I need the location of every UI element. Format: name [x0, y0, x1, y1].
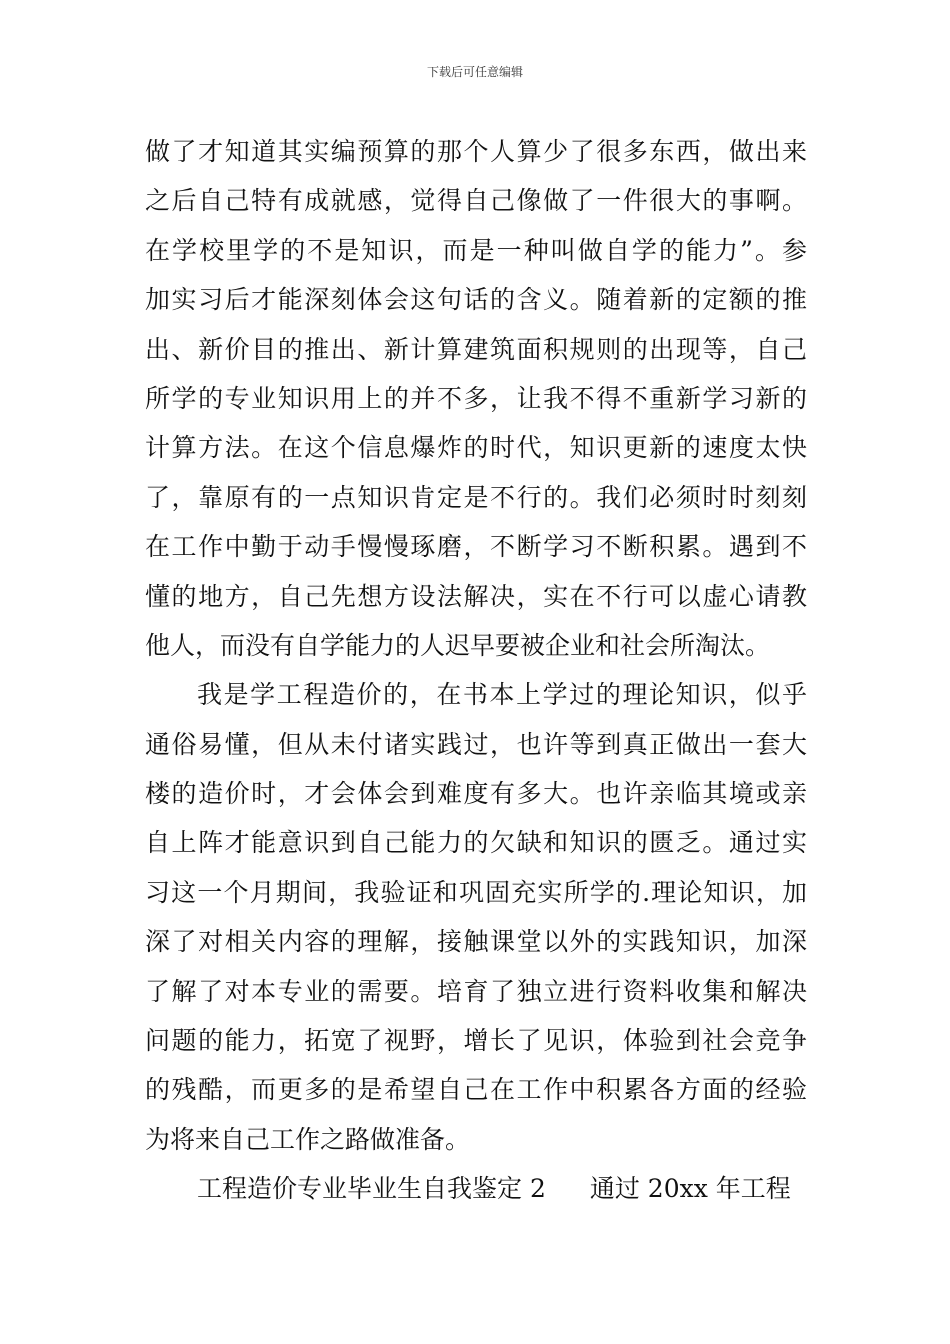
section-title: 工程造价专业毕业生自我鉴定 2 [197, 1174, 546, 1204]
paragraph-line: 加实习后才能深刻体会这句话的含义。随着新的定额的推 [145, 285, 807, 315]
section-continuation: 通过 20xx 年工程 [589, 1174, 791, 1204]
paragraph-line: 他人，而没有自学能力的人迟早要被企业和社会所淘汰。 [145, 630, 771, 660]
paragraph-line: 之后自己特有成就感，觉得自己像做了一件很大的事啊。 [145, 186, 807, 216]
body-text [145, 127, 807, 1214]
paragraph-line: 所学的专业知识用上的并不多，让我不得不重新学习新的 [145, 383, 807, 413]
paragraph-line: 了解了对本专业的需要。培育了独立进行资料收集和解决 [145, 976, 807, 1006]
paragraph-line: 了，靠原有的一点知识肯定是不行的。我们必须时时刻刻 [145, 482, 807, 512]
header-note: 下载后可任意编辑 [426, 65, 523, 79]
paragraph-line: 在学校里学的不是知识，而是一种叫做自学的能力”。参 [145, 235, 807, 265]
paragraph-line: 问题的能力，拓宽了视野，增长了见识，体验到社会竞争 [145, 1026, 807, 1056]
paragraph-line: 楼的造价时，才会体会到难度有多大。也许亲临其境或亲 [145, 779, 807, 809]
paragraph-line: 的残酷，而更多的是希望自己在工作中积累各方面的经验 [145, 1075, 807, 1105]
paragraph-line: 自上阵才能意识到自己能力的欠缺和知识的匮乏。通过实 [145, 828, 807, 858]
paragraph-line: 深了对相关内容的理解，接触课堂以外的实践知识，加深 [145, 927, 807, 957]
paragraph-line: 懂的地方，自己先想方设法解决，实在不行可以虚心请教 [145, 581, 807, 611]
paragraph-line: 计算方法。在这个信息爆炸的时代，知识更新的速度太快 [145, 433, 807, 463]
section-heading-line [145, 1164, 807, 1213]
paragraph-line: 习这一个月期间，我验证和巩固充实所学的.理论知识，加 [145, 877, 807, 907]
paragraph-line: 通俗易懂，但从未付诸实践过，也许等到真正做出一套大 [145, 729, 807, 759]
paragraph-line: 做了才知道其实编预算的那个人算少了很多东西，做出来 [145, 137, 807, 166]
paragraph-line: 在工作中勤于动手慢慢琢磨，不断学习不断积累。遇到不 [145, 532, 807, 562]
paragraph-line: 出、新价目的推出、新计算建筑面积规则的出现等，自己 [145, 334, 807, 364]
paragraph-line: 为将来自己工作之路做准备。 [145, 1124, 471, 1154]
paragraph-line: 我是学工程造价的，在书本上学过的理论知识，似乎 [197, 680, 807, 710]
